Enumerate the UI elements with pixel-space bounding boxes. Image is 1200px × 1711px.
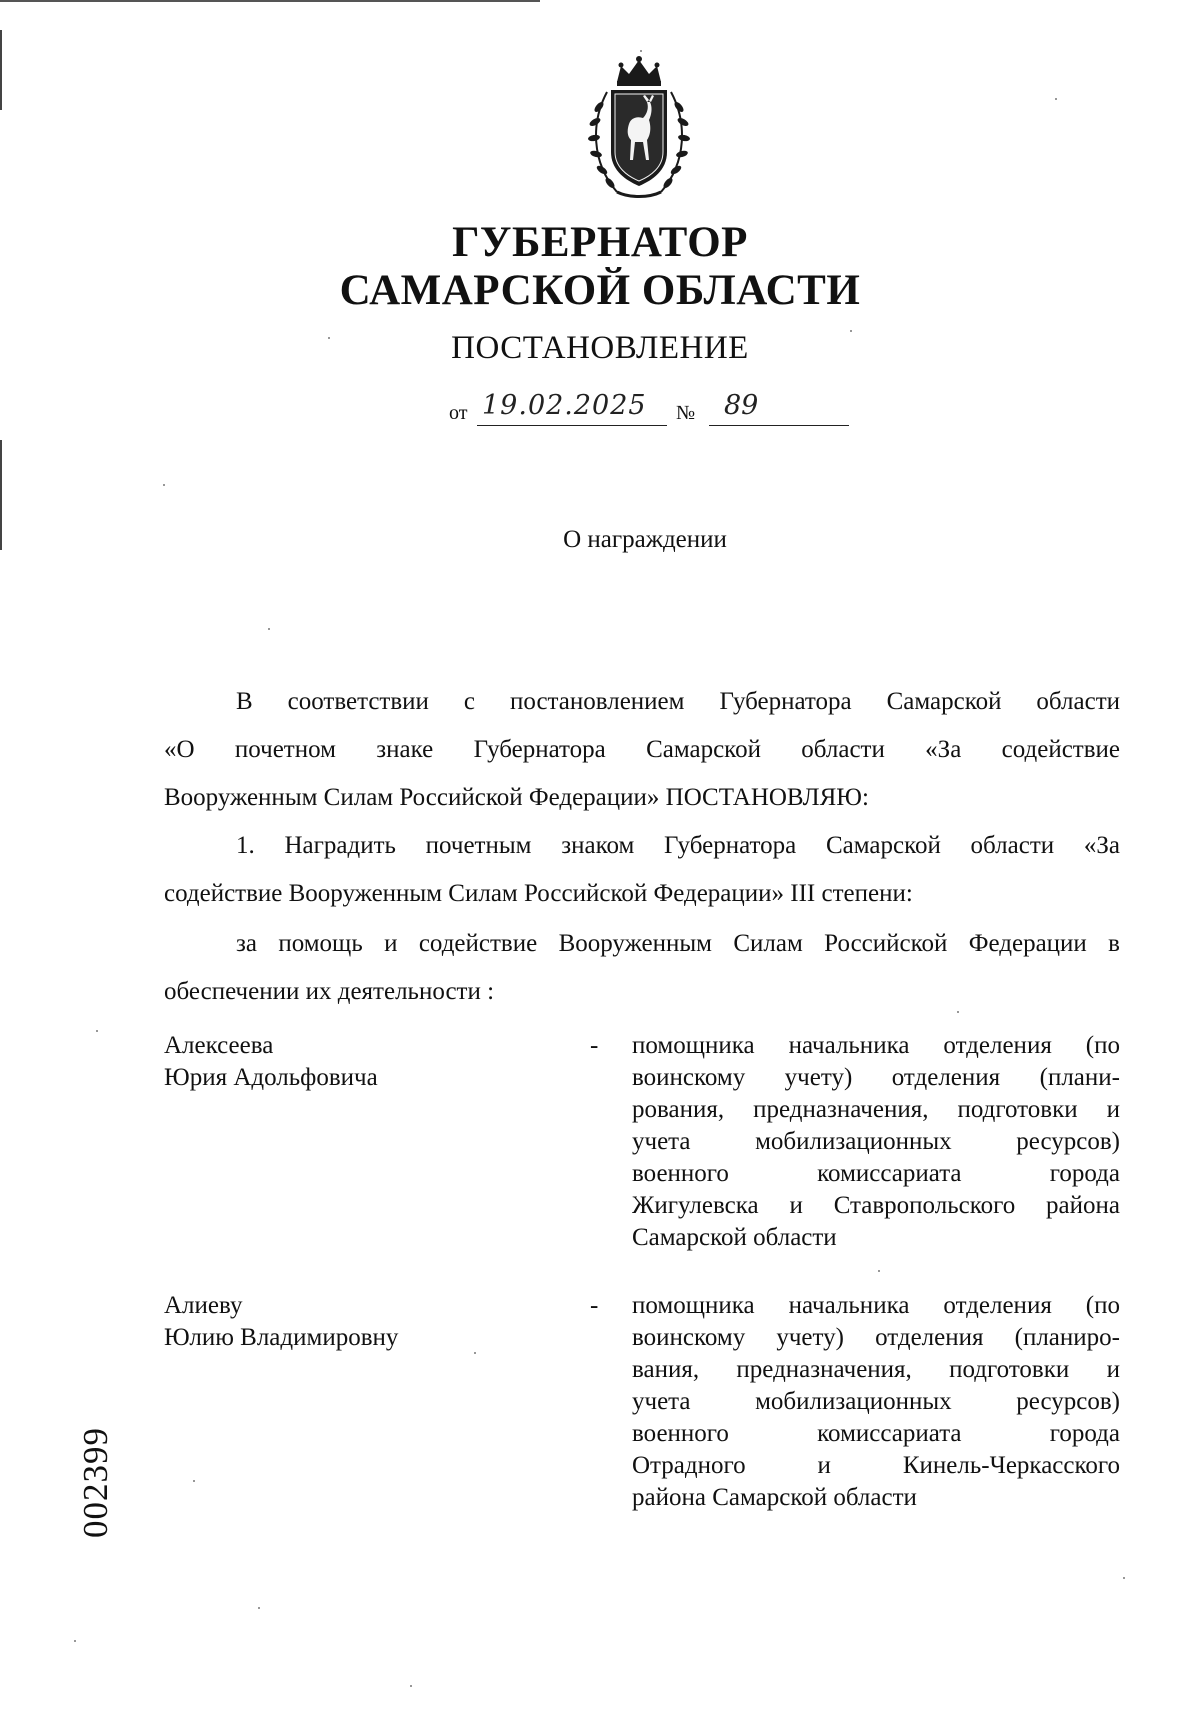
- coat-of-arms-emblem: [577, 52, 701, 202]
- issuer-title-line-2: САМАРСКОЙ ОБЛАСТИ: [339, 267, 861, 314]
- role-line: воинскому учету) отделения (планиро-: [632, 1324, 1120, 1351]
- number-underline: [709, 425, 849, 426]
- date-prefix: от: [449, 402, 468, 424]
- paragraph-line: 1. Наградить почетным знаком Губернатора Самарской области «За: [236, 832, 1120, 859]
- awardee-name: [164, 1030, 544, 1094]
- scan-speck: [1055, 98, 1057, 100]
- role-line: учета мобилизационных ресурсов): [632, 1128, 1120, 1155]
- scan-speck: [96, 1030, 98, 1032]
- scan-speck: [878, 1270, 880, 1272]
- awardee-name: [164, 1290, 544, 1354]
- role-line: воинскому учету) отделения (плани-: [632, 1064, 1120, 1091]
- role-line: Отрадного и Кинель-Черкасского: [632, 1452, 1120, 1479]
- paragraph-line: «О почетном знаке Губернатора Самарской области «За содействие: [164, 736, 1120, 763]
- scan-speck: [268, 628, 270, 630]
- number-prefix: №: [676, 402, 696, 424]
- role-line: помощника начальника отделения (по: [632, 1292, 1120, 1319]
- scan-edge-line: [0, 30, 2, 110]
- role-line: вания, предназначения, подготовки и: [632, 1356, 1120, 1383]
- scan-speck: [74, 1640, 76, 1642]
- paragraph-line: Вооруженным Силам Российской Федерации» ПОСТАНОВЛЯЮ:: [164, 784, 869, 811]
- item-1-paragraph: [164, 822, 1120, 918]
- issuer-title-line-1: ГУБЕРНАТОР: [452, 219, 748, 266]
- entry-dash: -: [590, 1032, 599, 1059]
- entry-dash: -: [590, 1292, 599, 1319]
- date-number-row: [449, 390, 849, 430]
- document-subject: О награждении: [563, 526, 727, 553]
- role-line: Жигулевска и Ставропольского района: [632, 1192, 1120, 1219]
- awardee-surname: Алиеву: [164, 1292, 243, 1319]
- scan-edge-line: [0, 0, 540, 2]
- awardee-given-names: Юлию Владимировну: [164, 1324, 399, 1351]
- date-underline: [477, 425, 667, 426]
- role-line: помощника начальника отделения (по: [632, 1032, 1120, 1059]
- paragraph-line: за помощь и содействие Вооруженным Силам Российской Федерации в: [236, 930, 1120, 957]
- role-line: рования, предназначения, подготовки и: [632, 1096, 1120, 1123]
- awardee-surname: Алексеева: [164, 1032, 274, 1059]
- handwritten-date: 19.02.2025: [482, 390, 647, 421]
- paragraph-line: В соответствии с постановлением Губернатора Самарской области: [236, 688, 1120, 715]
- scan-speck: [163, 484, 165, 486]
- intro-paragraph: [164, 678, 1120, 822]
- form-serial-number: 002399: [76, 1427, 115, 1538]
- scan-speck: [193, 1480, 195, 1482]
- scan-speck: [1123, 1577, 1125, 1579]
- document-type: ПОСТАНОВЛЕНИЕ: [451, 330, 749, 366]
- reason-paragraph: [164, 920, 1120, 1016]
- paragraph-line: обеспечении их деятельности :: [164, 978, 495, 1005]
- role-line: военного комиссариата города: [632, 1420, 1120, 1447]
- paragraph-line: содействие Вооруженным Силам Российской Федерации» III степени:: [164, 880, 913, 907]
- role-line: района Самарской области: [632, 1484, 917, 1511]
- awardee-role: [632, 1030, 1120, 1254]
- role-line: Самарской области: [632, 1224, 837, 1251]
- scan-speck: [410, 1685, 412, 1687]
- scan-speck: [258, 1607, 260, 1609]
- role-line: учета мобилизационных ресурсов): [632, 1388, 1120, 1415]
- awardee-given-names: Юрия Адольфовича: [164, 1064, 378, 1091]
- awardee-role: [632, 1290, 1120, 1514]
- handwritten-number: 89: [724, 390, 759, 421]
- role-line: военного комиссариата города: [632, 1160, 1120, 1187]
